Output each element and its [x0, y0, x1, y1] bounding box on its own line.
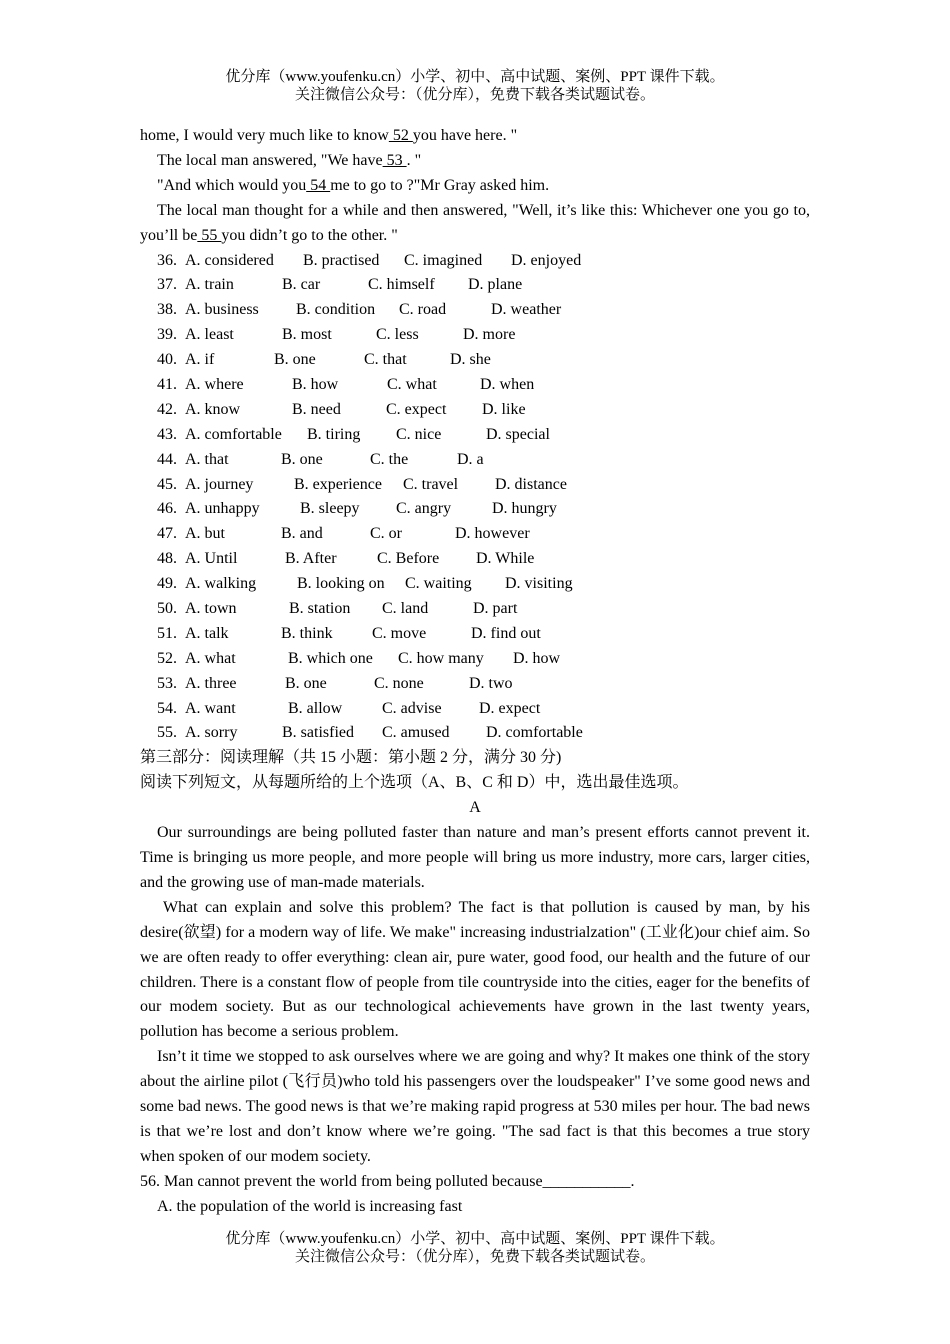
option-row-52: [140, 647, 810, 672]
question-number: 44.: [157, 450, 177, 468]
option-a: A. least: [185, 326, 234, 344]
blank-53: 53: [382, 151, 407, 169]
option-c: C. or: [370, 525, 402, 543]
question-number: 46.: [157, 500, 177, 518]
option-b: B. which one: [288, 649, 373, 667]
option-a: A. know: [185, 400, 241, 418]
option-c: C. angry: [396, 500, 452, 518]
option-b: B. one: [285, 674, 327, 692]
option-row-43: [140, 423, 810, 448]
option-d: D. when: [480, 375, 535, 393]
option-b: B. looking on: [297, 575, 385, 593]
option-c: C. less: [376, 326, 419, 344]
option-row-54: [140, 697, 810, 722]
option-a: A. talk: [185, 624, 229, 642]
option-c: C. how many: [398, 649, 484, 667]
option-d: D. however: [455, 525, 530, 543]
option-c: C. road: [399, 301, 447, 319]
story-line: [140, 199, 810, 249]
option-d: D. expect: [479, 699, 541, 717]
option-d: D. weather: [491, 301, 562, 319]
option-c: C. move: [372, 624, 427, 642]
question-number: 41.: [157, 375, 177, 393]
option-row-50: [140, 597, 810, 622]
option-row-48: [140, 547, 810, 572]
option-d: D. she: [450, 351, 491, 369]
story-line: [140, 174, 810, 199]
option-a: A. want: [185, 699, 236, 717]
option-row-47: [140, 522, 810, 547]
question-number: 47.: [157, 525, 177, 543]
page-header: [0, 68, 950, 104]
option-a: A. if: [185, 351, 215, 369]
option-d: D. visiting: [505, 575, 573, 593]
story-text: . ": [406, 151, 422, 169]
option-d: D. a: [457, 450, 484, 468]
option-b: B. car: [282, 276, 321, 294]
option-row-44: [140, 448, 810, 473]
option-a: A. where: [185, 375, 244, 393]
option-a: A. three: [185, 674, 237, 692]
story-text: The local man answered, "We have: [157, 151, 383, 169]
option-b: B. how: [292, 375, 339, 393]
option-b: B. think: [281, 624, 333, 642]
question-number: 51.: [157, 624, 177, 642]
header-line-2: 关注微信公众号：（优分库），免费下载各类试题试卷。: [294, 87, 655, 103]
option-a: A. business: [185, 301, 259, 319]
question-number: 53.: [157, 674, 177, 692]
option-b: B. practised: [303, 251, 380, 269]
option-a: A. journey: [185, 475, 254, 493]
option-a: A. but: [185, 525, 225, 543]
options-list: [140, 249, 810, 747]
question-number: 55.: [157, 724, 177, 742]
question-number: 52.: [157, 649, 177, 667]
option-b: B. sleepy: [300, 500, 360, 518]
option-c: C. the: [370, 450, 409, 468]
option-row-36: [140, 249, 810, 274]
section-title: 第三部分：阅读理解（共 15 小题：第小题 2 分，满分 30 分): [140, 749, 562, 767]
option-c: C. none: [374, 674, 424, 692]
page-footer: [0, 1230, 950, 1266]
option-b: B. allow: [288, 699, 343, 717]
option-c: C. amused: [382, 724, 450, 742]
story-text: "And which would you: [157, 176, 307, 194]
option-c: C. himself: [368, 276, 435, 294]
option-a: A. train: [185, 276, 234, 294]
question-number: 43.: [157, 425, 177, 443]
option-row-38: [140, 298, 810, 323]
question-number: 40.: [157, 351, 177, 369]
option-c: C. Before: [377, 550, 440, 568]
story-line: [140, 124, 810, 149]
document-body: [140, 124, 810, 1220]
option-d: D. enjoyed: [511, 251, 582, 269]
option-c: C. nice: [396, 425, 442, 443]
question-number: 45.: [157, 475, 177, 493]
option-a: A. considered: [185, 251, 274, 269]
option-row-41: [140, 373, 810, 398]
question-number: 50.: [157, 600, 177, 617]
question-number: 48.: [157, 550, 177, 568]
story-text: me to go to ?"Mr Gray asked him.: [330, 176, 550, 194]
story-text: The local man thought for a while and then answered, "Well, it’s like this: Whichever one you go to, you’ll be: [140, 201, 810, 244]
question-number: 42.: [157, 400, 177, 418]
passage-label: A: [469, 799, 481, 817]
option-a: A. that: [185, 450, 229, 468]
passage-paragraph-1: Our surroundings are being polluted faster than nature and man’s present efforts cannot prevent it. Time is bringing us more people, and more people will bring us more industry, more cars, larger cities, and the growing use of man-made materials.: [140, 824, 810, 891]
option-row-49: [140, 572, 810, 597]
option-d: D. distance: [495, 475, 567, 493]
option-row-37: [140, 273, 810, 298]
option-row-45: [140, 473, 810, 498]
story-line: [140, 149, 810, 174]
option-a: A. unhappy: [185, 500, 260, 518]
option-b: B. satisfied: [282, 724, 354, 742]
story-text: you didn’t go to the other. ": [221, 226, 398, 244]
option-a: A. comfortable: [185, 425, 282, 443]
option-c: C. waiting: [405, 575, 472, 593]
option-b: B. tiring: [307, 425, 361, 443]
option-c: C. advise: [382, 699, 442, 717]
header-line-1: 优分库（www.youfenku.cn）小学、初中、高中试题、案例、PPT 课件下载。: [225, 69, 725, 85]
option-d: D. more: [463, 326, 516, 344]
option-b: B. and: [281, 525, 323, 543]
option-a: A. what: [185, 649, 236, 667]
option-b: B. After: [285, 550, 337, 568]
question-number: 49.: [157, 575, 177, 593]
blank-52: 52: [388, 127, 413, 144]
question-number: 36.: [157, 251, 177, 269]
option-a: A. walking: [185, 575, 257, 593]
question-56-option-a: A. the population of the world is increasing fast: [157, 1197, 463, 1215]
story-text: you have here. ": [412, 127, 518, 144]
option-c: C. imagined: [404, 251, 483, 269]
option-d: D. two: [469, 674, 513, 692]
section-instruction: 阅读下列短文，从每题所给的上个选项（A、B、C 和 D）中，选出最佳选项。: [140, 774, 689, 792]
option-row-46: [140, 497, 810, 522]
blank-54: 54: [306, 176, 331, 194]
option-c: C. expect: [386, 400, 447, 418]
passage-paragraph-2: What can explain and solve this problem? The fact is that pollution is caused by man, by his desire(欲望) for a modern way of life. We make" increasing industrialzation" (工业化)our chief aim. So we are often ready to offer everything: clean air, pure water, good food, our health and the future of our children. There is a constant flow of people from tile countryside into the cities, eager for the benefits of our modem society. But as our technological achievements have grown in the last twenty years, pollution has become a serious problem.: [140, 898, 810, 1041]
question-number: 39.: [157, 326, 177, 344]
option-row-42: [140, 398, 810, 423]
option-c: C. land: [382, 600, 429, 617]
footer-line-1: 优分库（www.youfenku.cn）小学、初中、高中试题、案例、PPT 课件下载。: [225, 1231, 725, 1247]
option-b: B. condition: [296, 301, 376, 319]
option-c: C. travel: [403, 475, 459, 493]
blank-55: 55: [197, 226, 222, 244]
option-row-55: [140, 721, 810, 746]
option-c: C. what: [387, 375, 437, 393]
option-d: D. how: [513, 649, 561, 667]
option-d: D. special: [486, 425, 550, 443]
option-d: D. hungry: [492, 500, 557, 518]
option-a: A. Until: [185, 550, 238, 568]
option-d: D. like: [482, 400, 526, 418]
option-b: B. most: [282, 326, 332, 344]
option-a: A. town: [185, 600, 237, 617]
option-row-39: [140, 323, 810, 348]
option-row-53: [140, 672, 810, 697]
option-d: D. part: [473, 600, 518, 617]
question-number: 38.: [157, 301, 177, 319]
option-d: D. While: [476, 550, 535, 568]
option-b: B. experience: [294, 475, 382, 493]
option-b: B. station: [289, 600, 351, 617]
option-row-40: [140, 348, 810, 373]
option-a: A. sorry: [185, 724, 238, 742]
story-text: home, I would very much like to know: [140, 127, 389, 144]
option-d: D. find out: [471, 624, 541, 642]
option-c: C. that: [364, 351, 407, 369]
footer-line-2: 关注微信公众号：（优分库），免费下载各类试题试卷。: [294, 1249, 655, 1265]
question-number: 54.: [157, 699, 177, 717]
option-b: B. one: [281, 450, 323, 468]
option-row-51: [140, 622, 810, 647]
question-56-stem: 56. Man cannot prevent the world from being polluted because___________.: [140, 1172, 635, 1190]
passage-paragraph-3: Isn’t it time we stopped to ask ourselves where we are going and why? It makes one think of the story about the airline pilot (飞行员)who told his passengers over the loudspeaker" I’ve some good news and some bad news. The good news is that we’re making rapid progress at 530 miles per hour. The bad news is that we’re lost and don’t know where we’re going. "The sad fact is that this becomes a true story when spoken of our modem society.: [140, 1048, 810, 1165]
option-d: D. plane: [468, 276, 523, 294]
option-b: B. need: [292, 400, 341, 418]
option-d: D. comfortable: [486, 724, 583, 742]
question-number: 37.: [157, 276, 177, 294]
option-b: B. one: [274, 351, 316, 369]
